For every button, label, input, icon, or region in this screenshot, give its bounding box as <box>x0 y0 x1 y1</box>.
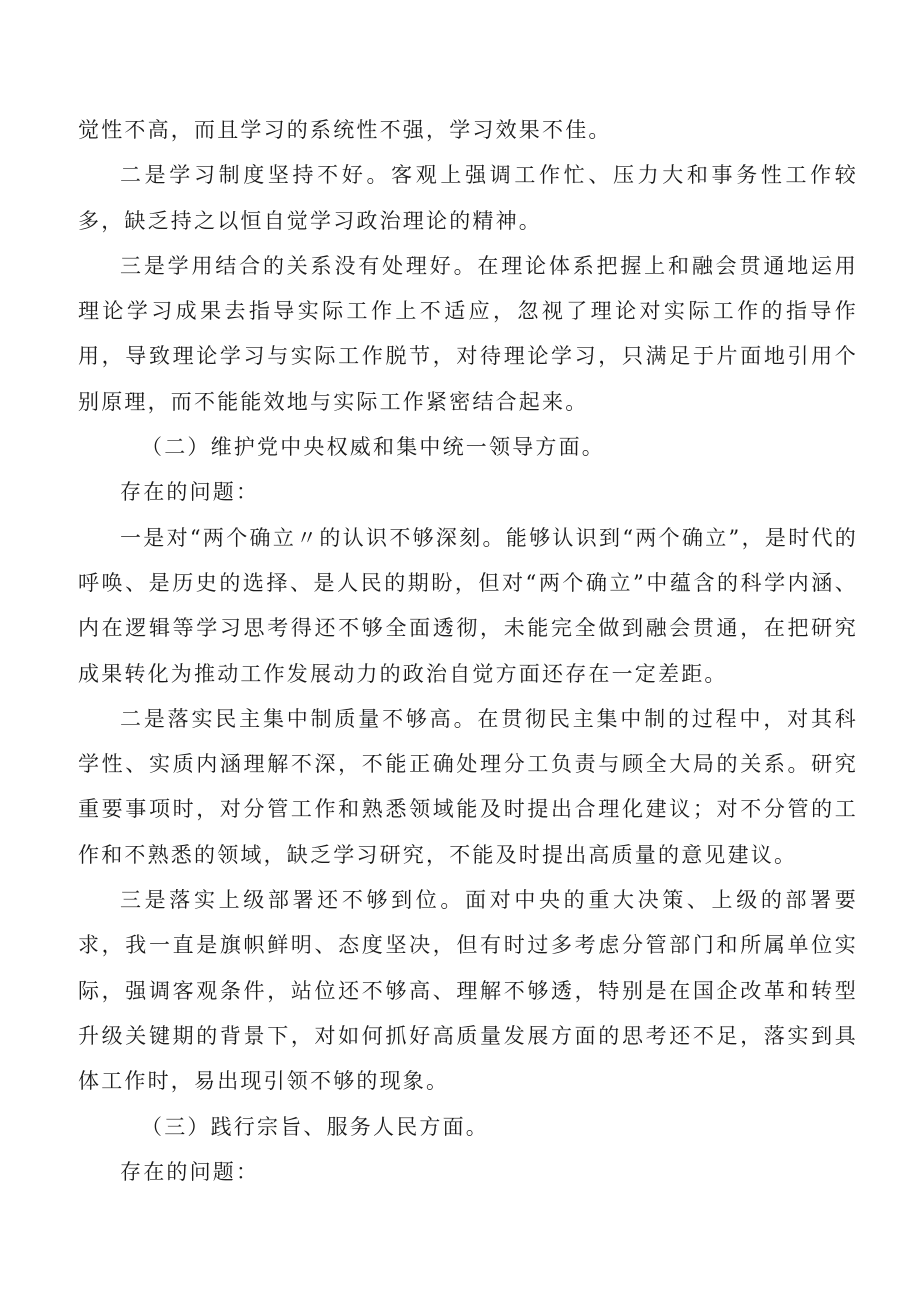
paragraph-study-system: 二是学习制度坚持不好。客观上强调工作忙、压力大和事务性工作较多，缺乏持之以恒自觉学习政治理论的精神。 <box>78 163 858 233</box>
section-heading-2: （二）维护党中央权威和集中统一领导方面。 <box>141 435 605 460</box>
document-body <box>78 108 858 1195</box>
section-heading-3: （三）践行宗旨、服务人民方面。 <box>141 1114 489 1139</box>
problems-label: 存在的问题： <box>120 480 260 505</box>
paragraph-study-application: 三是学用结合的关系没有处理好。在理论体系把握上和融会贯通地运用理论学习成果去指导实际工作上不适应，忽视了理论对实际工作的指导作用，导致理论学习与实际工作脱节，对待理论学习，只满足于片面地引用个别原理，而不能能效地与实际工作紧密结合起来。 <box>78 253 858 414</box>
paragraph-continuation: 觉性不高，而且学习的系统性不强，学习效果不佳。 <box>78 118 612 142</box>
paragraph-two-establishments: 一是对“两个确立〃的认识不够深刻。能够认识到“两个确立”，是时代的呼唤、是历史的选择、是人民的期盼，但对“两个确立”中蕴含的科学内涵、内在逻辑等学习思考得还不够全面透彻，未能完全做到融会贯通，在把研究成果转化为推动工作发展动力的政治自觉方面还存在一定差距。 <box>78 525 858 686</box>
problems-label-2: 存在的问题： <box>120 1159 260 1184</box>
paragraph-democratic-centralism: 二是落实民主集中制质量不够高。在贯彻民主集中制的过程中，对其科学性、实质内涵理解不深，不能正确处理分工负责与顾全大局的关系。研究重要事项时，对分管工作和熟悉领域能及时提出合理化建议；对不分管的工作和不熟悉的领域，缺乏学习研究，不能及时提出高质量的意见建议。 <box>78 706 858 867</box>
paragraph-implementation: 三是落实上级部署还不够到位。面对中央的重大决策、上级的部署要求，我一直是旗帜鲜明、态度坚决，但有时过多考虑分管部门和所属单位实际，强调客观条件，站位还不够高、理解不够透，特别是在国企改革和转型升级关键期的背景下，对如何抓好高质量发展方面的思考还不足，落实到具体工作时，易出现引领不够的现象。 <box>78 888 858 1094</box>
